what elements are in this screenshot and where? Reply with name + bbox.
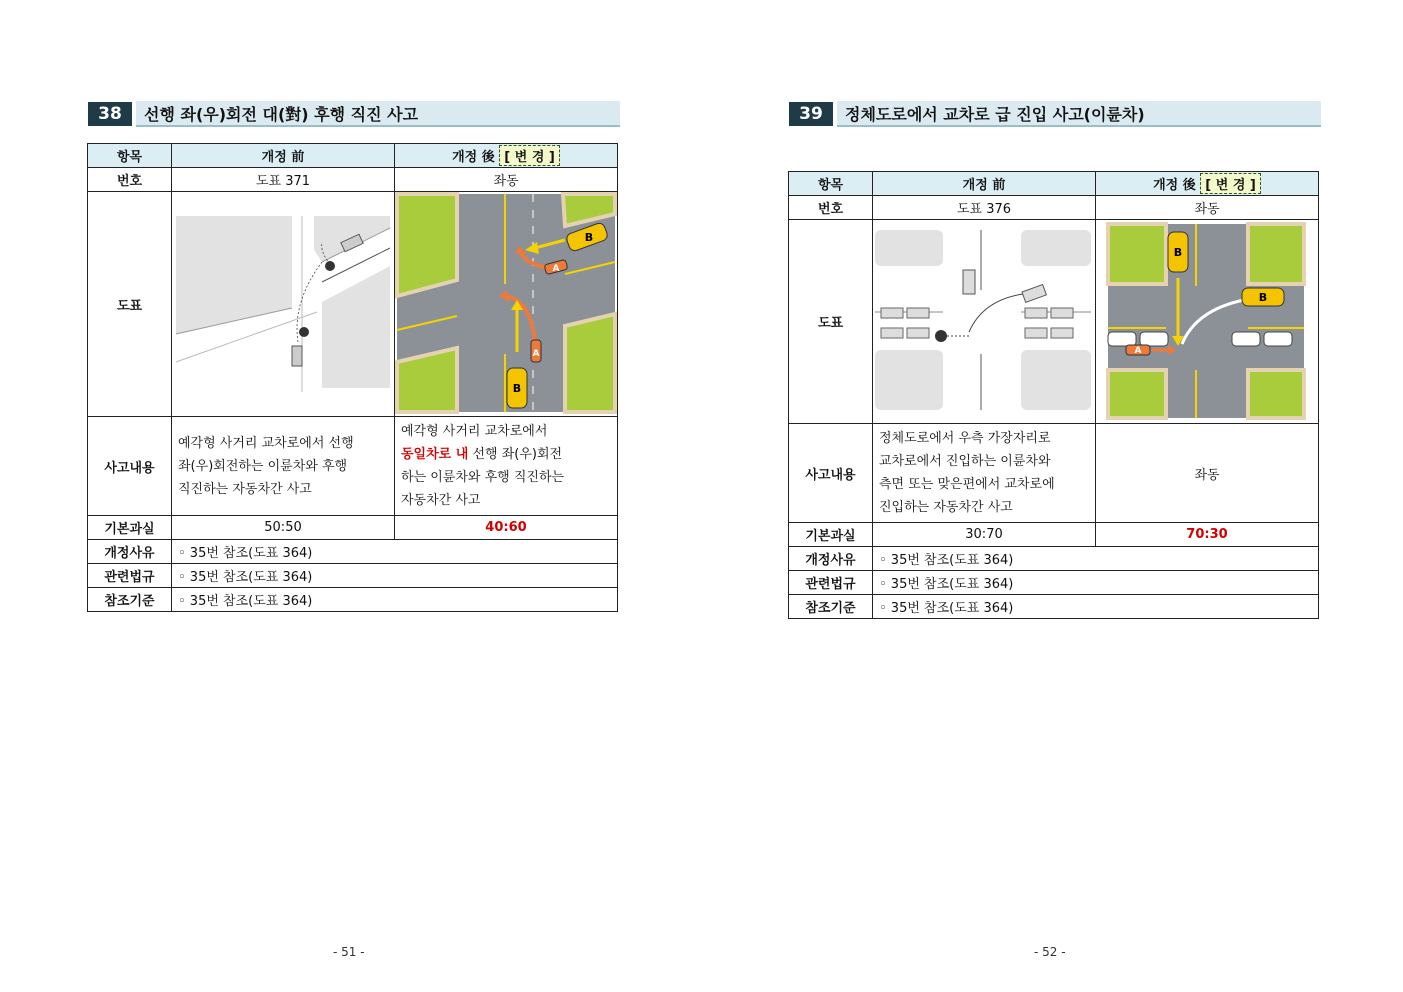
right-section-title: 정체도로에서 교차로 급 진입 사고(이륜차) — [837, 101, 1321, 127]
content-after-line: 동일차로 내 선행 좌(우)회전 — [401, 447, 563, 462]
right-revision-table — [788, 171, 1319, 619]
content-after-line: 하는 이륜차와 후행 직진하는 — [401, 470, 565, 485]
taxi-b-right-icon — [1242, 288, 1284, 306]
row-label-content: 사고내용 — [88, 417, 172, 516]
content-after-line: 자동차간 사고 — [401, 493, 481, 508]
diagram-after-illustration — [1096, 220, 1318, 423]
motorcycle-a-icon — [1126, 345, 1150, 356]
header-before: 개정 前 — [873, 172, 1096, 196]
row-label-diagram: 도표 — [789, 220, 873, 424]
content-after-line: 예각형 사거리 교차로에서 — [401, 424, 548, 439]
fault-before: 50:50 — [172, 516, 395, 540]
change-tag: [ 변 경 ] — [499, 145, 560, 166]
header-item: 항목 — [789, 172, 873, 196]
row-label-number: 번호 — [789, 196, 873, 220]
svg-text:A: A — [532, 349, 540, 359]
taxi-b-top-icon — [1168, 232, 1188, 272]
header-after — [1096, 172, 1319, 196]
number-after: 좌동 — [1096, 196, 1319, 220]
right-page-number: - 52 - — [1034, 945, 1066, 959]
row-label-reason: 개정사유 — [88, 540, 172, 564]
diagram-after-cell — [1096, 220, 1319, 424]
header-after — [395, 144, 618, 168]
content-before-line: 진입하는 자동차간 사고 — [879, 500, 1013, 515]
motorcycle-a-icon — [935, 330, 947, 342]
svg-text:A: A — [1134, 346, 1142, 356]
svg-text:B: B — [584, 231, 594, 244]
left-section-header — [88, 101, 620, 127]
content-after: 좌동 — [1096, 424, 1319, 523]
car-b-icon — [963, 270, 975, 294]
number-after: 좌동 — [395, 168, 618, 192]
highlighted-text: 동일차로 내 — [401, 447, 469, 462]
left-section-number: 38 — [88, 102, 132, 126]
content-before — [172, 417, 395, 516]
row-label-law: 관련법규 — [789, 571, 873, 595]
row-label-law: 관련법규 — [88, 564, 172, 588]
number-before: 도표 376 — [873, 196, 1096, 220]
row-label-fault: 기본과실 — [789, 523, 873, 547]
fault-after: 40:60 — [395, 516, 618, 540]
svg-text:A: A — [552, 264, 560, 274]
number-before: 도표 371 — [172, 168, 395, 192]
row-label-standard: 참조기준 — [789, 595, 873, 619]
standard-value: ◦ 35번 참조(도표 364) — [172, 588, 618, 612]
diagram-376-illustration — [873, 220, 1095, 423]
content-before-line: 예각형 사거리 교차로에서 선행 — [178, 435, 354, 451]
law-value: ◦ 35번 참조(도표 364) — [172, 564, 618, 588]
diagram-371-illustration — [172, 192, 394, 416]
row-label-number: 번호 — [88, 168, 172, 192]
svg-text:B: B — [1258, 291, 1268, 304]
reason-value: ◦ 35번 참조(도표 364) — [873, 547, 1319, 571]
diagram-before-cell — [172, 192, 395, 417]
content-before-line: 교차로에서 진입하는 이륜차와 — [879, 454, 1051, 469]
svg-text:B: B — [1173, 246, 1183, 259]
row-label-fault: 기본과실 — [88, 516, 172, 540]
right-section-number: 39 — [789, 102, 833, 126]
standard-value: ◦ 35번 참조(도표 364) — [873, 595, 1319, 619]
header-after-prefix: 개정 後 — [1153, 178, 1196, 193]
fault-before: 30:70 — [873, 523, 1096, 547]
content-after — [395, 417, 618, 516]
row-label-diagram: 도표 — [88, 192, 172, 417]
car-b-icon — [292, 346, 302, 366]
header-before: 개정 前 — [172, 144, 395, 168]
content-before — [873, 424, 1096, 523]
diagram-after-illustration — [395, 192, 617, 416]
reason-value: ◦ 35번 참조(도표 364) — [172, 540, 618, 564]
left-section-title: 선행 좌(우)회전 대(對) 후행 직진 사고 — [136, 101, 620, 127]
svg-text:B: B — [512, 382, 522, 395]
change-tag: [ 변 경 ] — [1200, 173, 1261, 194]
right-section-header — [789, 101, 1321, 127]
fault-after: 70:30 — [1096, 523, 1319, 547]
taxi-b-bottom-icon — [507, 368, 527, 408]
motorcycle-a-icon — [531, 340, 541, 362]
law-value: ◦ 35번 참조(도표 364) — [873, 571, 1319, 595]
row-label-standard: 참조기준 — [88, 588, 172, 612]
content-before-line: 정체도로에서 우측 가장자리로 — [879, 431, 1051, 446]
diagram-before-cell — [873, 220, 1096, 424]
content-before-line: 좌(우)회전하는 이륜차와 후행 — [178, 458, 348, 474]
row-label-content: 사고내용 — [789, 424, 873, 523]
diagram-after-cell — [395, 192, 618, 417]
content-before-line: 측면 또는 맞은편에서 교차로에 — [879, 477, 1055, 492]
motorcycle-a-icon — [299, 327, 309, 337]
row-label-reason: 개정사유 — [789, 547, 873, 571]
left-page-number: - 51 - — [333, 945, 365, 959]
header-after-prefix: 개정 後 — [452, 150, 495, 165]
header-item: 항목 — [88, 144, 172, 168]
left-revision-table — [87, 143, 618, 612]
content-before-line: 직진하는 자동차간 사고 — [178, 481, 312, 497]
